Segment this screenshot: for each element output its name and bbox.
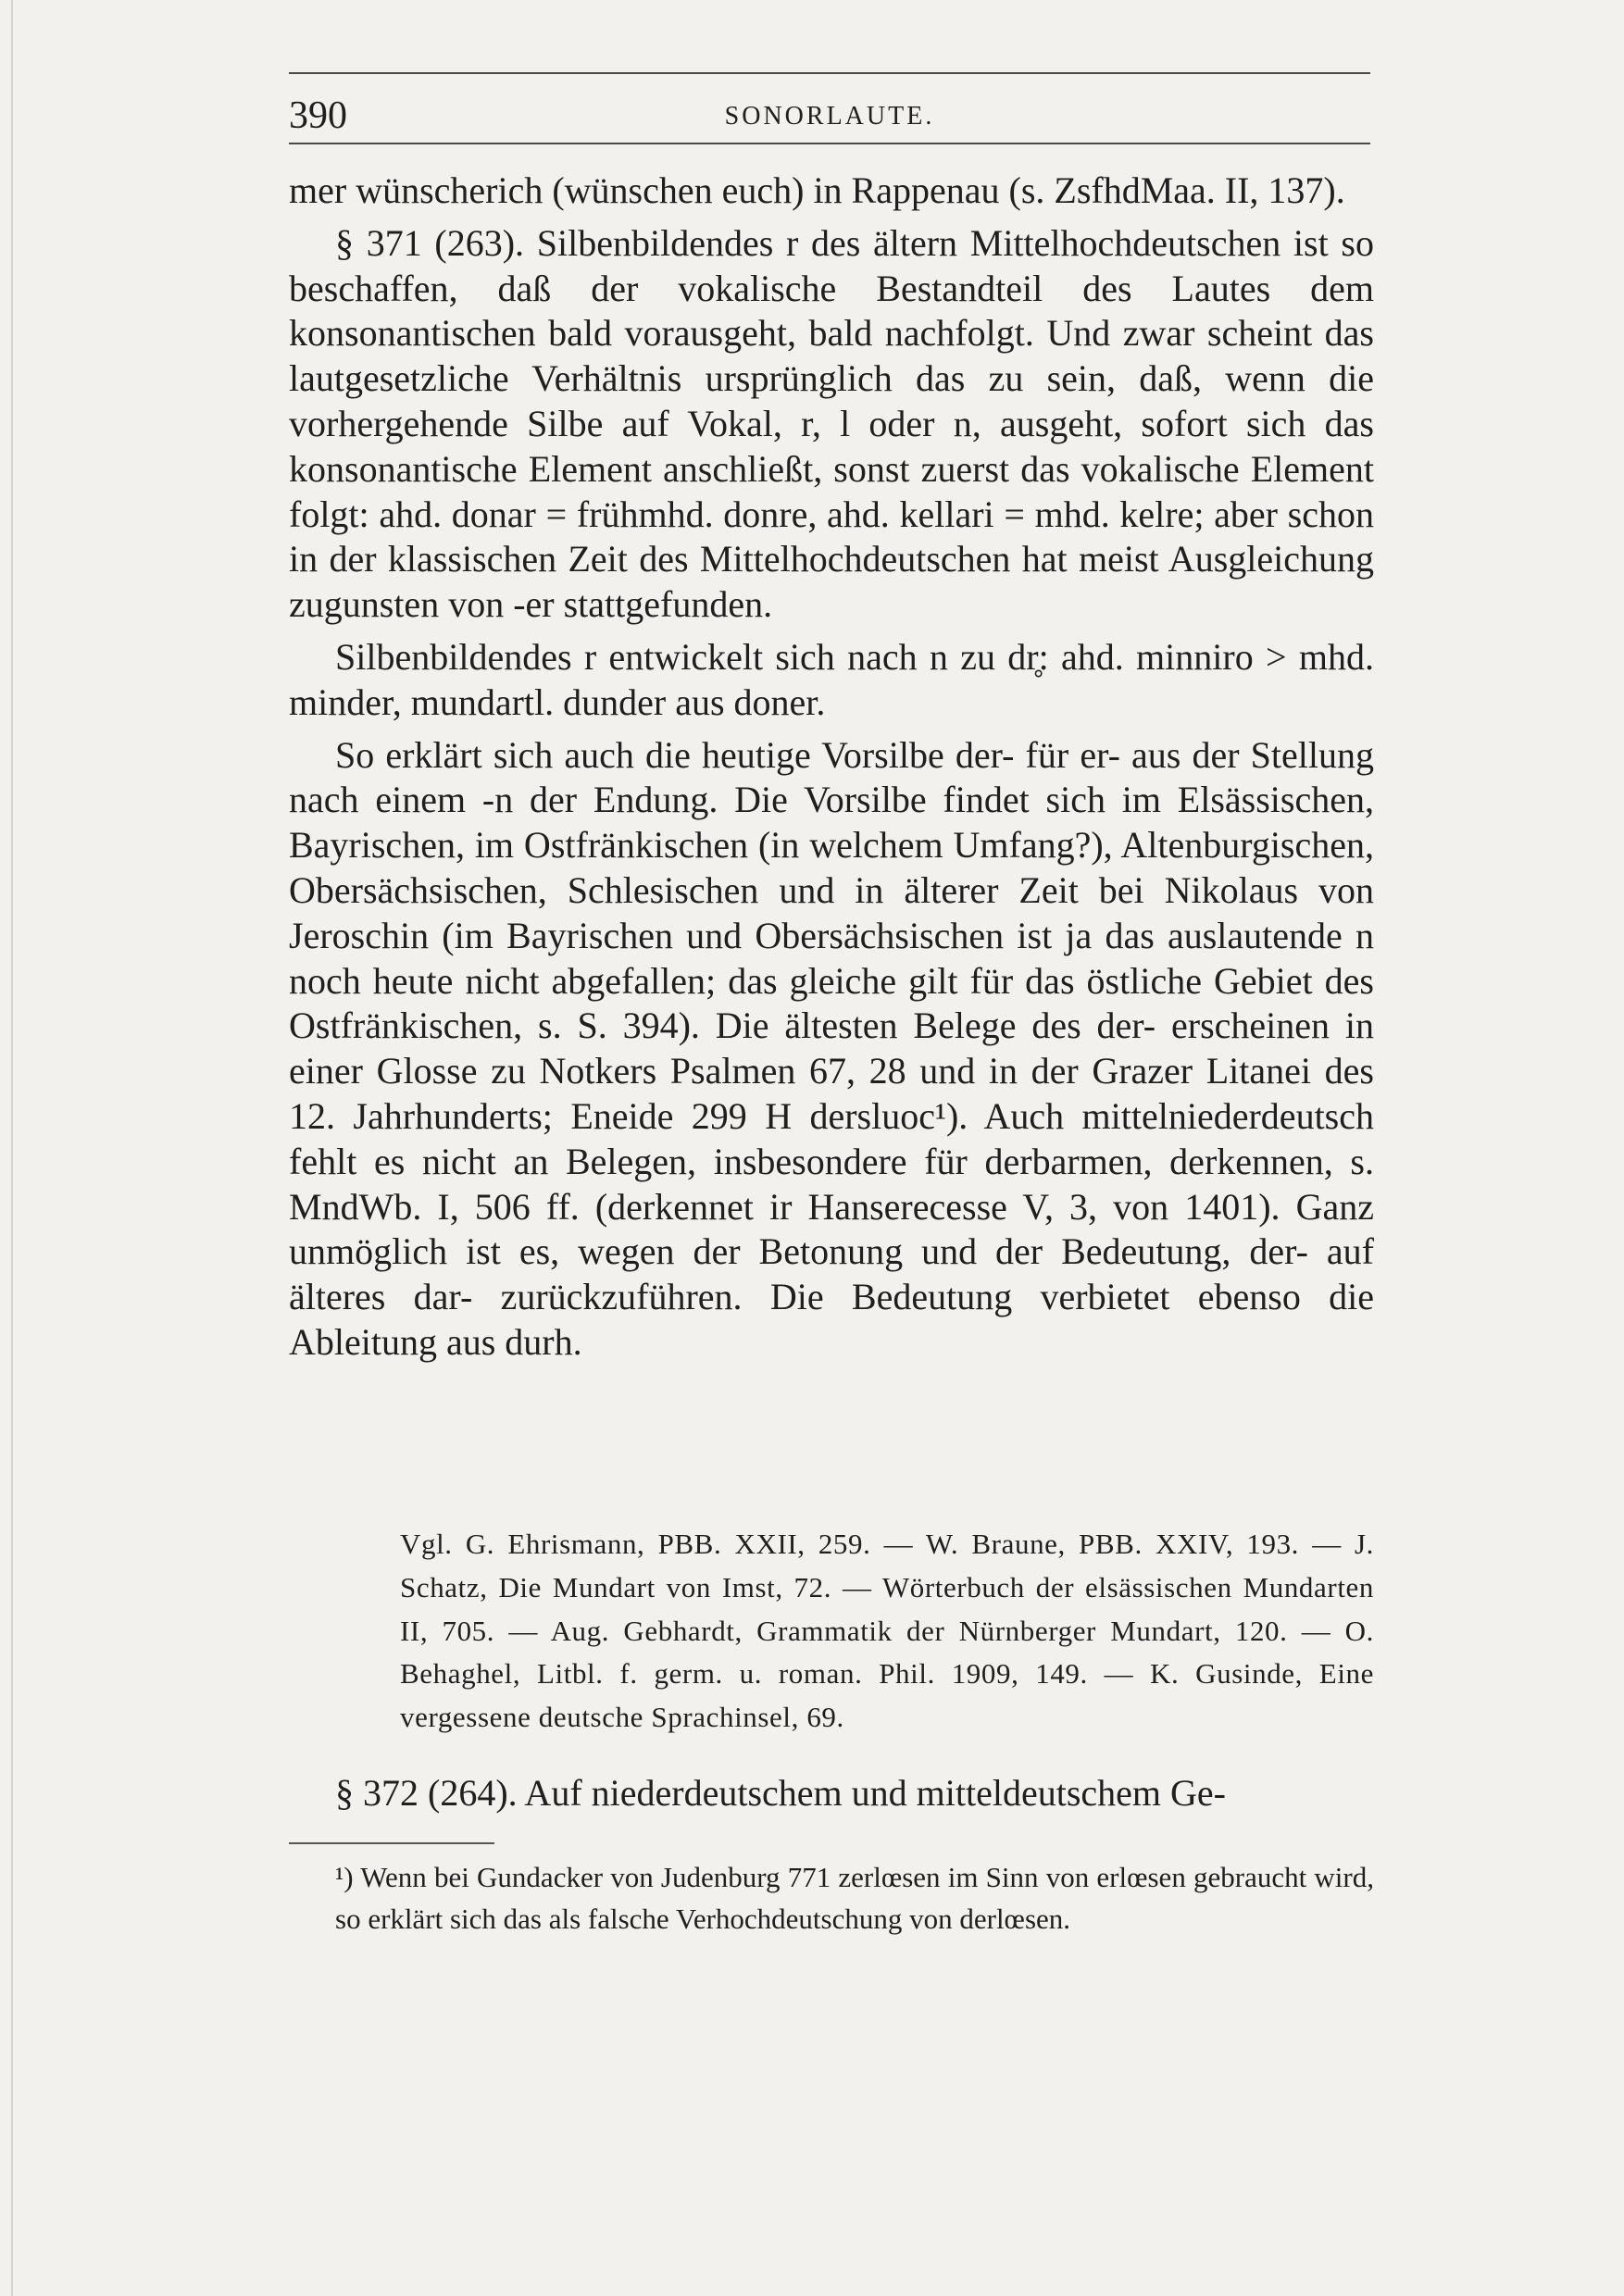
footnote-rule <box>289 1842 494 1844</box>
header-rule-top <box>289 72 1370 74</box>
references-block <box>400 1523 1374 1740</box>
footnote <box>335 1856 1374 1940</box>
running-title: SONORLAUTE. <box>724 102 935 131</box>
paragraph-syllabic-r: Silbenbildendes r entwickelt sich nach n zu dr̥: ahd. minniro > mhd. minder, mundartl. dunder aus doner. <box>289 635 1374 723</box>
page-edge <box>11 0 13 2296</box>
header-rule-bottom <box>289 143 1370 144</box>
section-372-heading: § 372 (264). Auf niederdeutschem und mitteldeutschem Ge- <box>335 1772 1226 1814</box>
paragraph-prefix-der: So erklärt sich auch die heutige Vorsilbe der- für er- aus der Stellung nach einem -n der Endung. Die Vorsilbe findet sich im Elsässischen, Bayrischen, im Ostfränkischen (in welchem Umfang?), Altenburgischen, Obersächsischen, Schlesischen und in älterer Zeit bei Nikolaus von Jeroschin (im Bayrischen und Obersächsischen ist ja das auslautende n noch heute nicht abgefallen; das gleiche gilt für das östliche Gebiet des Ostfränkischen, s. S. 394). Die ältesten Belege des der- erscheinen in einer Glosse zu Notkers Psalmen 67, 28 und in der Grazer Litanei des 12. Jahrhunderts; Eneide 299 H dersluoc¹). Auch mittelniederdeutsch fehlt es nicht an Belegen, insbesondere für derbarmen, derkennen, s. MndWb. I, 506 ff. (derkennet ir Hanserecesse V, 3, von 1401). Ganz unmöglich ist es, wegen der Betonung und der Bedeutung, der- auf älteres dar- zurückzuführen. Die Bedeutung verbietet ebenso die Ableitung aus durh. <box>289 733 1374 1363</box>
references-text: Vgl. G. Ehrismann, PBB. XXII, 259. — W. Braune, PBB. XXIV, 193. — J. Schatz, Die Mundart von Imst, 72. — Wörterbuch der elsässischen Mundarten II, 705. — Aug. Gebhardt, Grammatik der Nürnberger Mundart, 120. — O. Behaghel, Litbl. f. germ. u. roman. Phil. 1909, 149. — K. Gusinde, Eine vergessene deutsche Sprachinsel, 69. <box>400 1528 1374 1734</box>
footnote-text: ¹) Wenn bei Gundacker von Judenburg 771 zerlœsen im Sinn von erlœsen gebraucht wird, so erklärt sich das als falsche Verhochdeutschung von derlœsen. <box>335 1861 1374 1935</box>
page-number: 390 <box>289 94 347 137</box>
page-header <box>289 72 1370 146</box>
paragraph-continuation: mer wünscherich (wünschen euch) in Rappenau (s. ZsfhdMaa. II, 137). <box>289 169 1345 211</box>
paragraph-section-371: § 371 (263). Silbenbildendes r des ältern Mittelhochdeutschen ist so beschaffen, daß der vokalische Bestandteil des Lautes dem konsonantischen bald vorausgeht, bald nachfolgt. Und zwar scheint das lautgesetzliche Verhältnis ursprünglich das zu sein, daß, wenn die vorhergehende Silbe auf Vokal, r, l oder n, ausgeht, sofort sich das konsonantische Element anschließt, sonst zuerst das vokalische Element folgt: ahd. donar = frühmhd. donre, ahd. kellari = mhd. kelre; aber schon in der klassischen Zeit des Mittelhochdeutschen hat meist Ausgleichung zugunsten von -er stattgefunden. <box>289 221 1374 626</box>
body-text <box>289 168 1374 1366</box>
